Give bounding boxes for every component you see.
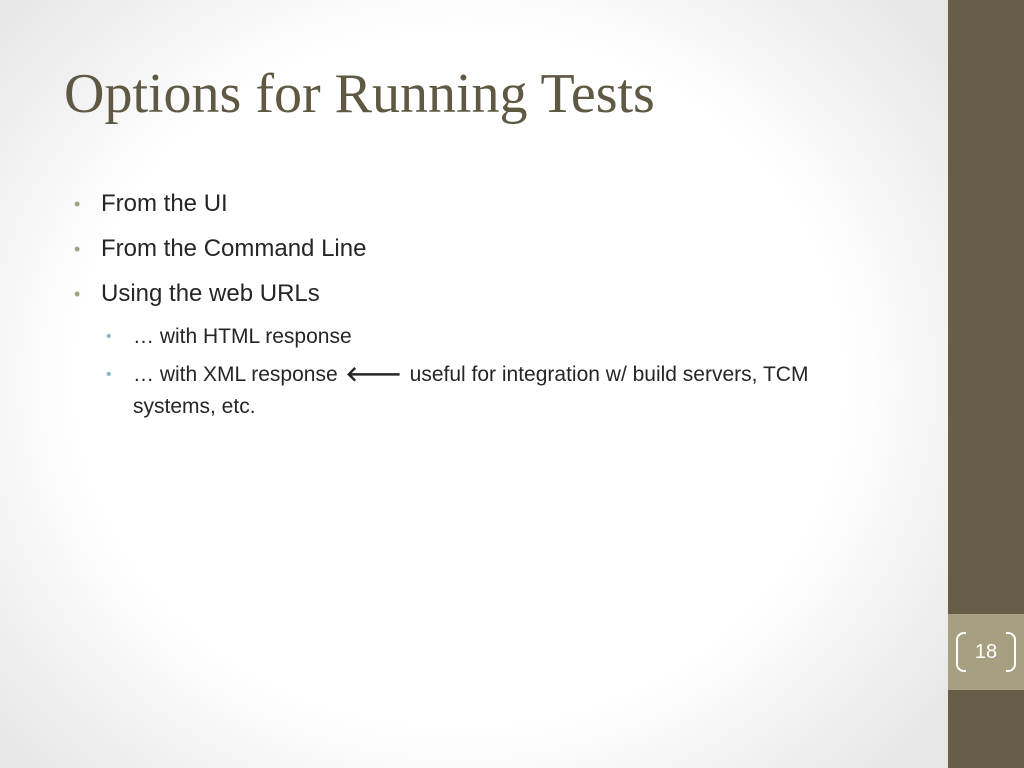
page-number-box xyxy=(948,614,1024,690)
bullet-dot-icon: • xyxy=(74,284,81,304)
bullet-list xyxy=(74,186,894,429)
sub-bullet-text: … with HTML response xyxy=(133,325,352,348)
bullet-text: From the UI xyxy=(101,190,228,217)
slide-title: Options for Running Tests xyxy=(64,63,655,125)
bullet-text: Using the web URLs xyxy=(101,280,320,307)
sub-bullet-item xyxy=(106,321,873,353)
sub-bullet-text-before: … with XML response xyxy=(133,363,338,386)
bullet-item xyxy=(74,231,894,267)
sub-bullet-text-after: useful for integration w/ build servers, TCM systems, etc. xyxy=(133,363,809,418)
bullet-text: From the Command Line xyxy=(101,235,367,262)
bullet-dot-icon: • xyxy=(74,239,81,259)
bullet-item xyxy=(74,186,894,222)
page-number-frame xyxy=(956,632,1016,672)
arrow-left-icon: 🡐 xyxy=(345,363,402,386)
bullet-item xyxy=(74,276,894,312)
page-number: 18 xyxy=(974,641,998,663)
bullet-dot-icon: • xyxy=(74,194,81,214)
sub-bullet-item xyxy=(106,359,873,423)
sub-bullet-dot-icon: • xyxy=(106,366,112,383)
sub-bullet-dot-icon: • xyxy=(106,328,112,345)
